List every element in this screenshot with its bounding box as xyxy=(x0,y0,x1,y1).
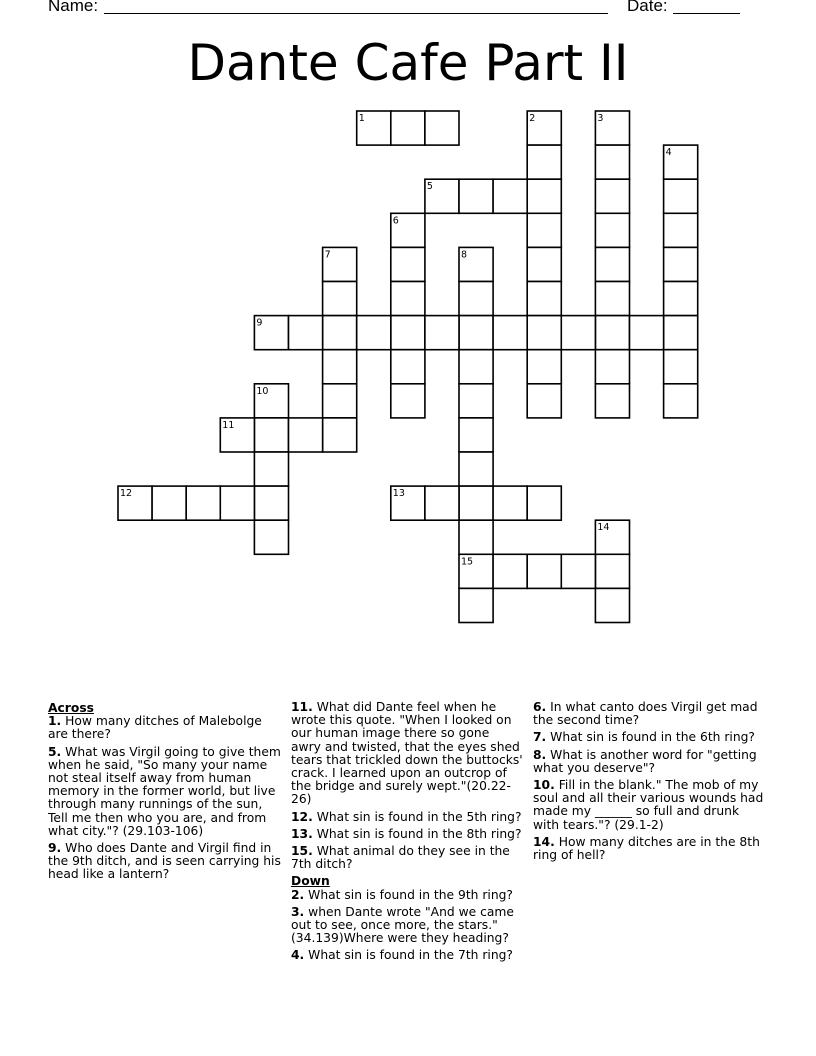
clue-number: 13. xyxy=(291,826,313,841)
cell-number: 5 xyxy=(426,181,433,193)
grid-cell[interactable] xyxy=(527,350,561,384)
grid-cell[interactable] xyxy=(459,350,493,384)
grid-cell[interactable] xyxy=(527,179,561,213)
clue-number: 1. xyxy=(48,714,62,729)
cell-number: 15 xyxy=(461,556,474,568)
grid-cell[interactable] xyxy=(323,282,357,316)
cell-number: 14 xyxy=(597,522,610,534)
clue-number: 2. xyxy=(291,887,305,902)
grid-cell[interactable] xyxy=(459,384,493,418)
grid-cell[interactable] xyxy=(527,384,561,418)
cell-number: 13 xyxy=(392,488,405,500)
puzzle-title: Dante Cafe Part II xyxy=(187,34,629,92)
clue-text: How many ditches of Malebolge are there? xyxy=(48,714,262,742)
grid-cell[interactable] xyxy=(527,316,561,350)
across-heading: Across xyxy=(48,701,94,715)
clue-number: 9. xyxy=(48,841,62,856)
clue-down-10 xyxy=(533,779,765,832)
clue-text: What is another word for "getting what you deserve"? xyxy=(533,747,757,775)
grid-cell[interactable] xyxy=(595,588,629,622)
grid-cell[interactable] xyxy=(664,179,698,213)
cell-number: 12 xyxy=(120,488,133,500)
cell-number: 1 xyxy=(358,113,365,124)
down-heading: Down xyxy=(291,874,330,889)
grid-cell[interactable] xyxy=(459,418,493,452)
grid-cell[interactable] xyxy=(254,520,288,554)
grid-cell[interactable] xyxy=(186,486,220,520)
grid-cell[interactable] xyxy=(391,384,425,418)
grid-cell[interactable] xyxy=(425,486,459,520)
grid-cell[interactable] xyxy=(527,554,561,588)
grid-cell[interactable] xyxy=(459,282,493,316)
grid-cell[interactable] xyxy=(459,588,493,622)
clue-down-14 xyxy=(533,836,765,862)
clue-across-1 xyxy=(48,715,284,741)
grid-cell[interactable] xyxy=(664,247,698,281)
clue-column-2 xyxy=(291,701,523,967)
grid-cell[interactable] xyxy=(493,554,527,588)
clue-across-11 xyxy=(291,701,523,807)
clue-across-5 xyxy=(48,746,284,838)
grid-cell[interactable] xyxy=(459,486,493,520)
grid-cell[interactable] xyxy=(391,350,425,384)
grid-cell[interactable] xyxy=(595,554,629,588)
grid-cell[interactable] xyxy=(595,145,629,179)
clue-number: 11. xyxy=(291,700,313,714)
grid-cell[interactable] xyxy=(391,282,425,316)
grid-cell[interactable] xyxy=(323,350,357,384)
clue-down-2 xyxy=(291,889,523,902)
clue-text: Fill in the blank." The mob of my soul and all their various wounds had made my ______ so full and drunk with tears."? (29.1-2) xyxy=(533,778,764,832)
clue-across-12 xyxy=(291,811,523,824)
grid-cell[interactable] xyxy=(323,384,357,418)
grid-cell[interactable] xyxy=(425,111,459,145)
clue-number: 14. xyxy=(533,834,555,849)
clue-text: Who does Dante and Virgil find in the 9th ditch, and is seen carrying his head like a lantern? xyxy=(48,841,281,882)
grid-cell[interactable] xyxy=(561,316,595,350)
clue-text: What sin is found in the 7th ring? xyxy=(308,948,513,963)
grid-cell[interactable] xyxy=(152,486,186,520)
clue-number: 12. xyxy=(291,809,313,824)
clue-number: 5. xyxy=(48,744,62,759)
grid-cell[interactable] xyxy=(459,520,493,554)
grid-cell[interactable] xyxy=(459,452,493,486)
grid-cell[interactable] xyxy=(323,418,357,452)
clue-column-1 xyxy=(48,701,284,886)
grid-cell[interactable] xyxy=(493,316,527,350)
grid-cell[interactable] xyxy=(527,145,561,179)
grid-cell[interactable] xyxy=(254,452,288,486)
grid-cell[interactable] xyxy=(425,316,459,350)
clue-number: 8. xyxy=(533,747,547,762)
cell-number: 6 xyxy=(392,215,399,227)
grid-cell[interactable] xyxy=(527,247,561,281)
clue-down-7 xyxy=(533,731,765,744)
clue-text: What sin is found in the 8th ring? xyxy=(316,826,522,841)
clue-number: 7. xyxy=(533,730,547,745)
clue-across-9 xyxy=(48,842,284,882)
cell-number: 2 xyxy=(529,113,536,124)
grid-cell[interactable] xyxy=(595,316,629,350)
clue-number: 6. xyxy=(533,700,547,714)
clue-text: What sin is found in the 6th ring? xyxy=(550,730,755,745)
clue-text: What sin is found in the 5th ring? xyxy=(316,809,522,824)
grid-cell[interactable] xyxy=(254,486,288,520)
clue-number: 15. xyxy=(291,844,313,859)
grid-cell[interactable] xyxy=(527,486,561,520)
grid-cell[interactable] xyxy=(664,282,698,316)
clue-text: What animal do they see in the 7th ditch? xyxy=(291,844,510,872)
clue-number: 3. xyxy=(291,904,305,919)
grid-cell[interactable] xyxy=(493,486,527,520)
grid-cell[interactable] xyxy=(459,179,493,213)
grid-cell[interactable] xyxy=(220,486,254,520)
clue-text: How many ditches are in the 8th ring of hell? xyxy=(533,834,760,863)
grid-cell[interactable] xyxy=(595,247,629,281)
grid-cell[interactable] xyxy=(595,282,629,316)
cell-number: 8 xyxy=(461,249,468,261)
grid-cell[interactable] xyxy=(595,350,629,384)
grid-cell[interactable] xyxy=(595,179,629,213)
clue-down-3 xyxy=(291,906,523,946)
grid-cell[interactable] xyxy=(391,316,425,350)
clue-across-15 xyxy=(291,845,523,871)
clue-number: 4. xyxy=(291,948,305,963)
clue-text: What was Virgil going to give them when he said, "So many your name not steal itself away from human memory in the former world, but live through many runnings of the sun, Tell me then who you are, and from what city."? (29.103-106) xyxy=(48,744,281,838)
grid-cell[interactable] xyxy=(357,316,391,350)
grid-cell[interactable] xyxy=(664,213,698,247)
clue-text: when Dante wrote "And we came out to see, once more, the stars."(34.139)Where were they heading? xyxy=(291,904,514,946)
cell-number: 11 xyxy=(222,419,235,431)
cell-number: 4 xyxy=(665,147,672,159)
grid-cell[interactable] xyxy=(391,247,425,281)
grid-cell[interactable] xyxy=(595,213,629,247)
clue-text: In what canto does Virgil get mad the second time? xyxy=(533,700,758,728)
clue-down-6 xyxy=(533,701,765,727)
grid-cell[interactable] xyxy=(664,316,698,350)
grid-cell[interactable] xyxy=(391,111,425,145)
cell-number: 7 xyxy=(324,249,331,261)
grid-cell[interactable] xyxy=(630,316,664,350)
clue-down-8 xyxy=(533,749,765,775)
grid-cell[interactable] xyxy=(493,179,527,213)
clue-column-3 xyxy=(533,701,765,866)
clue-down-4 xyxy=(291,949,523,962)
date-label: Date: xyxy=(627,0,668,15)
cell-number: 10 xyxy=(256,385,269,397)
cell-number: 3 xyxy=(597,113,604,124)
grid-cell[interactable] xyxy=(459,316,493,350)
grid-cell[interactable] xyxy=(664,350,698,384)
grid-cell[interactable] xyxy=(664,384,698,418)
grid-cell[interactable] xyxy=(289,316,323,350)
grid-cell[interactable] xyxy=(254,418,288,452)
cell-number: 9 xyxy=(256,317,263,329)
clue-across-13 xyxy=(291,828,523,841)
grid-cell[interactable] xyxy=(527,282,561,316)
grid-cell[interactable] xyxy=(527,213,561,247)
grid-cell[interactable] xyxy=(289,418,323,452)
grid-cell[interactable] xyxy=(595,384,629,418)
clue-text: What did Dante feel when he wrote this quote. "When I looked on our human image there so gone awry and twisted, that the eyes shed tears that trickled down the buttocks' crack. I learned upon an outcrop of the bridge and surely wept."(20.22-26) xyxy=(291,700,523,807)
grid-cell[interactable] xyxy=(561,554,595,588)
grid-cell[interactable] xyxy=(323,316,357,350)
clue-text: What sin is found in the 9th ring? xyxy=(308,887,513,902)
name-label: Name: xyxy=(48,0,99,15)
clue-number: 10. xyxy=(533,778,555,793)
